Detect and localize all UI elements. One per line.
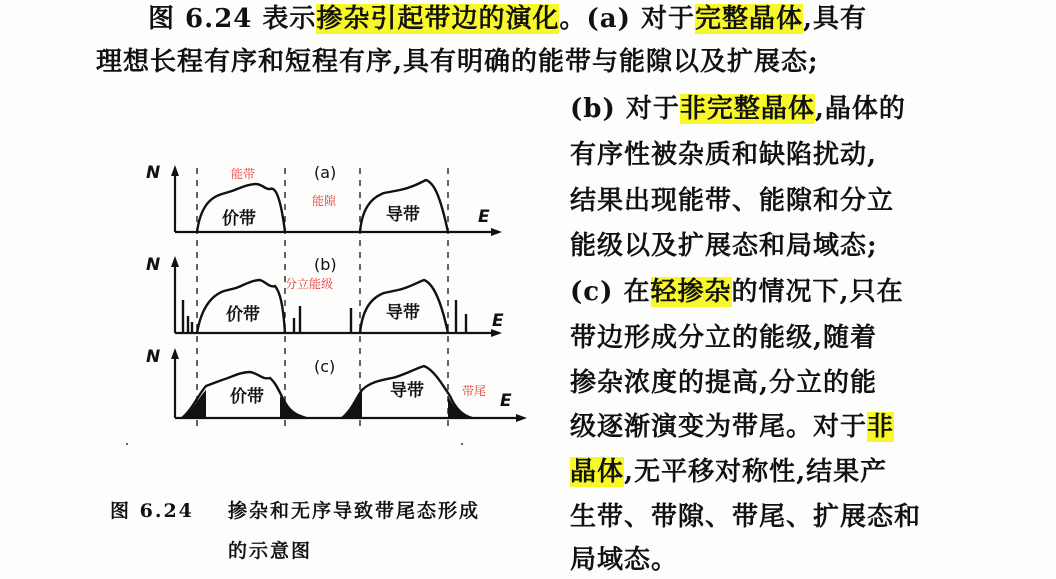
figure-caption [110,496,481,523]
arrow-a-x [491,228,502,236]
panel-label-a: (a) [314,163,337,182]
axis-label-e-c: E [500,391,512,411]
annotation-tail: 带尾 [462,384,487,398]
text-line-10: 级逐渐演变为带尾。对于非 [570,412,895,442]
annotation-band: 能带 [231,167,256,181]
highlight-perfect-crystal: 完整晶体 [694,4,803,34]
arrow-c-y [171,348,179,359]
text-line-5: 结果出现能带、能隙和分立 [570,186,895,216]
caption-line-2: 的示意图 [228,540,313,562]
conduction-label-b: 导带 [386,303,420,323]
text-line-13: 局域态。 [570,545,679,575]
axis-label-n-c: N [146,347,161,367]
arrow-c-x [516,414,527,422]
conduction-label-c: 导带 [390,381,424,401]
valence-label-a: 价带 [222,209,256,229]
scan-dot [461,443,463,445]
text-line-8: 带边形成分立的能级,随着 [570,323,878,353]
conduction-label-a: 导带 [386,205,420,225]
text-line-9: 掺杂浓度的提高,分立的能 [570,368,878,398]
valence-label-c: 价带 [230,387,264,407]
text-line-3: (b) 对于非完整晶体,晶体的 [570,94,906,124]
arrow-a-y [171,165,179,176]
text-line-6: 能级以及扩展态和局域态; [570,231,878,261]
axis-label-n-b: N [146,255,161,275]
annotation-gap: 能隙 [312,194,337,208]
text-line-7: (c) 在轻掺杂的情况下,只在 [570,277,904,307]
text-line-1: 图 6.24 表示掺杂引起带边的演化。(a) 对于完整晶体,具有 [148,4,868,34]
text-line-11: 晶体,无平移对称性,结果产 [570,457,888,487]
highlight-doping-evolution: 掺杂引起带边的演化 [316,4,560,34]
text-line-4: 有序性被杂质和缺陷扰动, [570,140,878,170]
annotation-levels: 分立能级 [285,277,334,291]
caption-number: 图 6.24 [110,500,194,522]
panel-label-c: (c) [314,357,336,376]
highlight-non: 非 [867,412,895,442]
highlight-imperfect-crystal: 非完整晶体 [679,94,815,124]
text-line-12: 生带、带隙、带尾、扩展态和 [570,502,922,532]
arrow-b-y [171,256,179,267]
axis-label-n-a: N [146,163,161,183]
scan-dot [126,443,128,445]
panel-label-b: (b) [314,255,337,274]
axis-label-e-a: E [478,207,490,227]
valence-label-b: 价带 [226,305,260,325]
highlight-light-doping: 轻掺杂 [650,277,732,307]
text-line-2: 理想长程有序和短程有序,具有明确的能带与能隙以及扩展态; [96,47,819,77]
caption-line-1: 掺杂和无序导致带尾态形成 [228,500,481,522]
band-diagram-figure [110,150,630,450]
axis-label-e-b: E [492,311,504,331]
highlight-crystal: 晶体 [570,457,625,487]
